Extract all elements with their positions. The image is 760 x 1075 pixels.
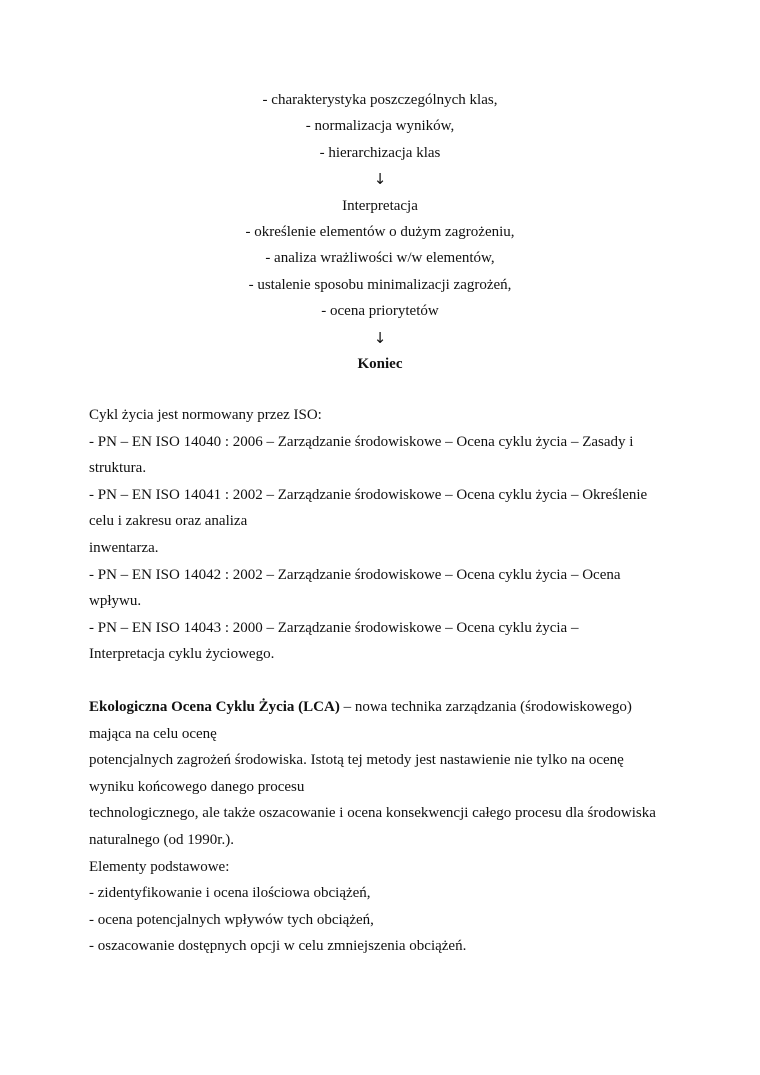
classification-item: - hierarchizacja klas — [319, 144, 441, 161]
interpretation-item: - określenie elementów o dużym zagrożeniu, — [245, 223, 515, 240]
classification-item: - charakterystyka poszczególnych klas, — [262, 92, 498, 108]
lca-section — [89, 694, 689, 960]
interpretation-item: - ustalenie sposobu minimalizacji zagrożeń, — [248, 276, 512, 293]
down-arrow-icon: ↓ — [373, 170, 387, 189]
iso-line: celu i zakresu oraz analiza — [89, 513, 248, 530]
interpretation-title: Interpretacja — [342, 197, 418, 214]
classification-item: - normalizacja wyników, — [305, 118, 455, 135]
iso-line: - PN – EN ISO 14043 : 2000 – Zarządzanie środowiskowe – Ocena cyklu życia – — [89, 619, 579, 636]
lca-line: technologicznego, ale także oszacowanie i ocena konsekwencji całego procesu dla środowiska — [89, 805, 656, 822]
iso-line: inwentarza. — [89, 539, 159, 556]
element-item: - oszacowanie dostępnych opcji w celu zmniejszenia obciążeń. — [89, 938, 467, 955]
element-item: - ocena potencjalnych wpływów tych obciążeń, — [89, 911, 374, 928]
iso-line: - PN – EN ISO 14040 : 2006 – Zarządzanie środowiskowe – Ocena cyklu życia – Zasady i — [89, 433, 634, 450]
end-label: Koniec — [357, 355, 403, 372]
interpretation-item: - analiza wrażliwości w/w elementów, — [265, 250, 495, 267]
elements-heading: Elementy podstawowe: — [89, 858, 230, 875]
lca-line: potencjalnych zagrożeń środowiska. Istotą tej metody jest nastawienie nie tylko na ocenę — [89, 752, 624, 769]
lca-line: naturalnego (od 1990r.). — [89, 831, 234, 848]
process-flow — [0, 87, 760, 377]
iso-line: wpływu. — [89, 593, 142, 610]
lca-term: Ekologiczna Ocena Cyklu Życia (LCA) — [89, 699, 340, 715]
interpretation-item: - ocena priorytetów — [321, 303, 439, 320]
lca-line: mająca na celu ocenę — [89, 725, 217, 742]
iso-intro: Cykl życia jest normowany przez ISO: — [89, 407, 322, 423]
iso-section — [89, 402, 689, 668]
iso-line: struktura. — [89, 460, 147, 477]
lca-definition-start: – nowa technika zarządzania (środowiskowego) — [339, 699, 632, 715]
lca-definition-line — [89, 694, 689, 721]
lca-line: wyniku końcowego danego procesu — [89, 778, 305, 795]
element-item: - zidentyfikowanie i ocena ilościowa obciążeń, — [89, 885, 371, 902]
down-arrow-icon: ↓ — [373, 328, 387, 347]
iso-line: Interpretacja cyklu życiowego. — [89, 646, 275, 663]
iso-line: - PN – EN ISO 14042 : 2002 – Zarządzanie środowiskowe – Ocena cyklu życia – Ocena — [89, 566, 621, 583]
iso-line: - PN – EN ISO 14041 : 2002 – Zarządzanie środowiskowe – Ocena cyklu życia – Określenie — [89, 486, 648, 503]
